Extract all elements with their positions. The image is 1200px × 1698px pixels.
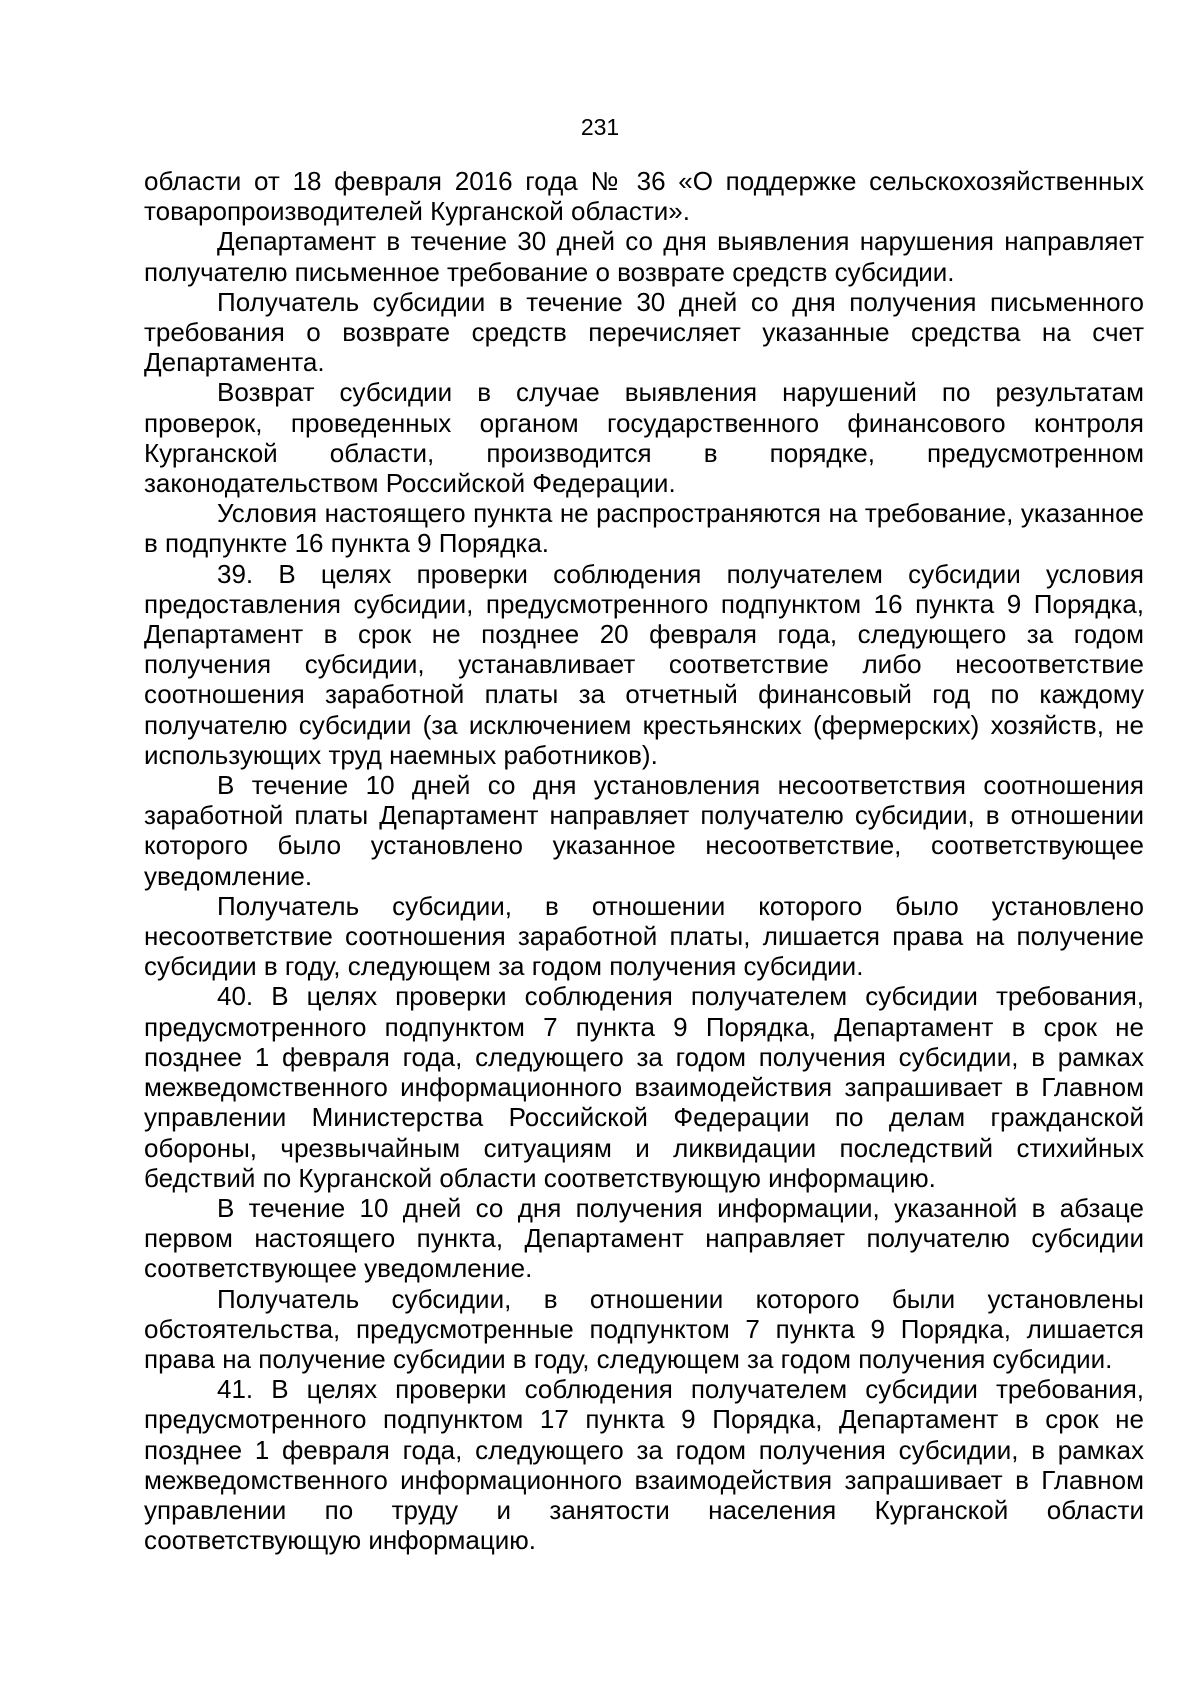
paragraph-item-41: 41. В целях проверки соблюдения получателем субсидии требования, предусмотренного подпунктом 17 пункта 9 Порядка, Департамент в срок не позднее 1 февраля года, следующего за годом получения субсидии, в рамках межведомственного информационного взаимодействия запрашивает в Главном управлении по труду и занятости населения Курганской области соответствующую информацию. bbox=[144, 1374, 1144, 1556]
document-body bbox=[144, 166, 1144, 1555]
paragraph-item-39: 39. В целях проверки соблюдения получателем субсидии условия предоставления субсидии, предусмотренного подпунктом 16 пункта 9 Порядка, Департамент в срок не позднее 20 февраля года, следующего за годом получения субсидии, устанавливает соответствие либо несоответствие соотношения заработной платы за отчетный финансовый год по каждому получателю субсидии (за исключением крестьянских (фермерских) хозяйств, не использующих труд наемных работников). bbox=[144, 558, 1144, 770]
paragraph: Получатель субсидии, в отношении которого были установлены обстоятельства, предусмотренные подпунктом 7 пункта 9 Порядка, лишается права на получение субсидии в году, следующем за годом получения субсидии. bbox=[144, 1283, 1144, 1374]
paragraph: В течение 10 дней со дня получения информации, указанной в абзаце первом настоящего пункта, Департамент направляет получателю субсидии соответствующее уведомление. bbox=[144, 1192, 1144, 1284]
paragraph: Условия настоящего пункта не распространяются на требование, указанное в подпункте 16 пункта 9 Порядка. bbox=[144, 498, 1144, 559]
paragraph: Получатель субсидии, в отношении которого было установлено несоответствие соотношения заработной платы, лишается права на получение субсидии в году, следующем за годом получения субсидии. bbox=[144, 890, 1144, 982]
paragraph: Департамент в течение 30 дней со дня выявления нарушения направляет получателю письменное требование о возврате средств субсидии. bbox=[144, 226, 1144, 287]
page-number: 231 bbox=[580, 114, 620, 140]
paragraph: В течение 10 дней со дня установления несоответствия соотношения заработной платы Департамент направляет получателю субсидии, в отношении которого было установлено указанное несоответствие, соответствующее уведомление. bbox=[144, 770, 1144, 891]
paragraph: Возврат субсидии в случае выявления нарушений по результатам проверок, проведенных органом государственного финансового контроля Курганской области, производится в порядке, предусмотренном законодательством Российской Федерации. bbox=[144, 377, 1144, 499]
paragraph: Получатель субсидии в течение 30 дней со дня получения письменного требования о возврате средств перечисляет указанные средства на счет Департамента. bbox=[144, 286, 1144, 378]
paragraph-item-40: 40. В целях проверки соблюдения получателем субсидии требования, предусмотренного подпунктом 7 пункта 9 Порядка, Департамент в срок не позднее 1 февраля года, следующего за годом получения субсидии, в рамках межведомственного информационного взаимодействия запрашивает в Главном управлении Министерства Российской Федерации по делам гражданской обороны, чрезвычайным ситуациям и ликвидации последствий стихийных бедствий по Курганской области соответствующую информацию. bbox=[144, 981, 1144, 1193]
paragraph-continuation: области от 18 февраля 2016 года № 36 «О поддержке сельскохозяйственных товаропроизводителей Курганской области». bbox=[144, 166, 1144, 227]
